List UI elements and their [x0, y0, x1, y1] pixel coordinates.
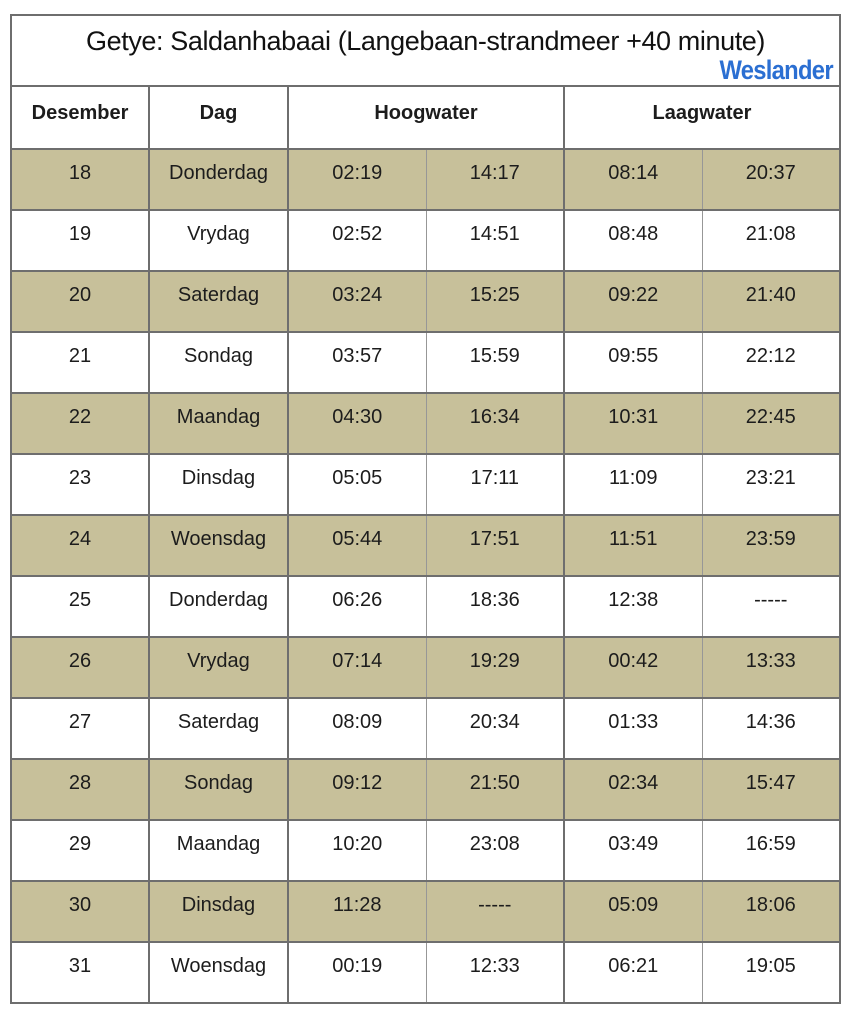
- cell-date: 22: [11, 393, 149, 454]
- tide-table-row: [11, 637, 840, 698]
- cell-lowwater-2: 23:21: [702, 454, 840, 515]
- cell-highwater-2: 14:51: [426, 210, 564, 271]
- cell-date: 18: [11, 149, 149, 210]
- cell-day: Vrydag: [149, 637, 288, 698]
- cell-lowwater-2: 13:33: [702, 637, 840, 698]
- cell-lowwater-2: 19:05: [702, 942, 840, 1003]
- cell-lowwater-2: 16:59: [702, 820, 840, 881]
- cell-highwater-1: 03:24: [288, 271, 426, 332]
- cell-lowwater-2: -----: [702, 576, 840, 637]
- column-header-row: [11, 86, 840, 149]
- cell-highwater-2: -----: [426, 881, 564, 942]
- cell-lowwater-1: 11:51: [564, 515, 702, 576]
- page-title: Getye: Saldanhabaai (Langebaan-strandmeer +40 minute): [86, 26, 766, 56]
- cell-date: 30: [11, 881, 149, 942]
- col-header-month: Desember: [11, 86, 149, 149]
- col-header-highwater: Hoogwater: [288, 86, 564, 149]
- cell-lowwater-1: 08:14: [564, 149, 702, 210]
- cell-day: Maandag: [149, 393, 288, 454]
- cell-date: 19: [11, 210, 149, 271]
- cell-highwater-2: 14:17: [426, 149, 564, 210]
- cell-date: 29: [11, 820, 149, 881]
- tide-table-row: [11, 332, 840, 393]
- cell-highwater-2: 12:33: [426, 942, 564, 1003]
- tide-table-row: [11, 576, 840, 637]
- cell-date: 24: [11, 515, 149, 576]
- cell-lowwater-1: 05:09: [564, 881, 702, 942]
- cell-day: Saterdag: [149, 271, 288, 332]
- cell-day: Woensdag: [149, 515, 288, 576]
- tide-table-row: [11, 942, 840, 1003]
- cell-lowwater-2: 15:47: [702, 759, 840, 820]
- cell-highwater-1: 07:14: [288, 637, 426, 698]
- weslander-logo: Weslander: [719, 55, 834, 85]
- cell-highwater-2: 23:08: [426, 820, 564, 881]
- cell-lowwater-2: 14:36: [702, 698, 840, 759]
- tide-table-row: [11, 515, 840, 576]
- cell-lowwater-1: 08:48: [564, 210, 702, 271]
- cell-date: 27: [11, 698, 149, 759]
- cell-date: 26: [11, 637, 149, 698]
- cell-highwater-1: 10:20: [288, 820, 426, 881]
- cell-lowwater-1: 09:22: [564, 271, 702, 332]
- cell-day: Woensdag: [149, 942, 288, 1003]
- cell-lowwater-2: 18:06: [702, 881, 840, 942]
- cell-lowwater-1: 09:55: [564, 332, 702, 393]
- cell-lowwater-2: 21:08: [702, 210, 840, 271]
- cell-day: Donderdag: [149, 149, 288, 210]
- cell-highwater-2: 15:59: [426, 332, 564, 393]
- tide-table-row: [11, 820, 840, 881]
- cell-day: Dinsdag: [149, 881, 288, 942]
- cell-highwater-1: 06:26: [288, 576, 426, 637]
- cell-lowwater-1: 00:42: [564, 637, 702, 698]
- cell-highwater-2: 21:50: [426, 759, 564, 820]
- cell-highwater-1: 08:09: [288, 698, 426, 759]
- cell-lowwater-1: 11:09: [564, 454, 702, 515]
- tide-table-row: [11, 271, 840, 332]
- tide-table-row: [11, 698, 840, 759]
- cell-day: Dinsdag: [149, 454, 288, 515]
- col-header-day: Dag: [149, 86, 288, 149]
- cell-day: Sondag: [149, 332, 288, 393]
- cell-highwater-1: 05:44: [288, 515, 426, 576]
- tide-table-row: [11, 759, 840, 820]
- cell-day: Vrydag: [149, 210, 288, 271]
- title-block: [11, 15, 840, 86]
- cell-date: 21: [11, 332, 149, 393]
- cell-date: 23: [11, 454, 149, 515]
- cell-highwater-1: 02:52: [288, 210, 426, 271]
- cell-highwater-2: 15:25: [426, 271, 564, 332]
- cell-highwater-1: 03:57: [288, 332, 426, 393]
- cell-date: 31: [11, 942, 149, 1003]
- cell-highwater-1: 00:19: [288, 942, 426, 1003]
- cell-lowwater-2: 22:12: [702, 332, 840, 393]
- cell-lowwater-1: 01:33: [564, 698, 702, 759]
- cell-lowwater-2: 22:45: [702, 393, 840, 454]
- cell-highwater-2: 20:34: [426, 698, 564, 759]
- cell-lowwater-1: 02:34: [564, 759, 702, 820]
- cell-lowwater-1: 10:31: [564, 393, 702, 454]
- cell-lowwater-1: 06:21: [564, 942, 702, 1003]
- cell-highwater-1: 05:05: [288, 454, 426, 515]
- cell-date: 20: [11, 271, 149, 332]
- cell-highwater-1: 02:19: [288, 149, 426, 210]
- tide-table-row: [11, 210, 840, 271]
- tide-table: [10, 14, 841, 1004]
- tide-table-row: [11, 454, 840, 515]
- cell-highwater-2: 19:29: [426, 637, 564, 698]
- cell-day: Donderdag: [149, 576, 288, 637]
- col-header-lowwater: Laagwater: [564, 86, 840, 149]
- cell-lowwater-2: 23:59: [702, 515, 840, 576]
- cell-highwater-2: 18:36: [426, 576, 564, 637]
- cell-lowwater-1: 12:38: [564, 576, 702, 637]
- cell-day: Saterdag: [149, 698, 288, 759]
- cell-lowwater-1: 03:49: [564, 820, 702, 881]
- cell-day: Maandag: [149, 820, 288, 881]
- cell-lowwater-2: 20:37: [702, 149, 840, 210]
- cell-highwater-2: 16:34: [426, 393, 564, 454]
- tide-table-body: [11, 149, 840, 1003]
- cell-highwater-2: 17:51: [426, 515, 564, 576]
- cell-day: Sondag: [149, 759, 288, 820]
- tide-table-row: [11, 881, 840, 942]
- cell-date: 25: [11, 576, 149, 637]
- tide-table-row: [11, 149, 840, 210]
- cell-date: 28: [11, 759, 149, 820]
- cell-highwater-1: 04:30: [288, 393, 426, 454]
- cell-highwater-2: 17:11: [426, 454, 564, 515]
- title-row: [11, 15, 840, 86]
- cell-lowwater-2: 21:40: [702, 271, 840, 332]
- tide-table-row: [11, 393, 840, 454]
- cell-highwater-1: 09:12: [288, 759, 426, 820]
- cell-highwater-1: 11:28: [288, 881, 426, 942]
